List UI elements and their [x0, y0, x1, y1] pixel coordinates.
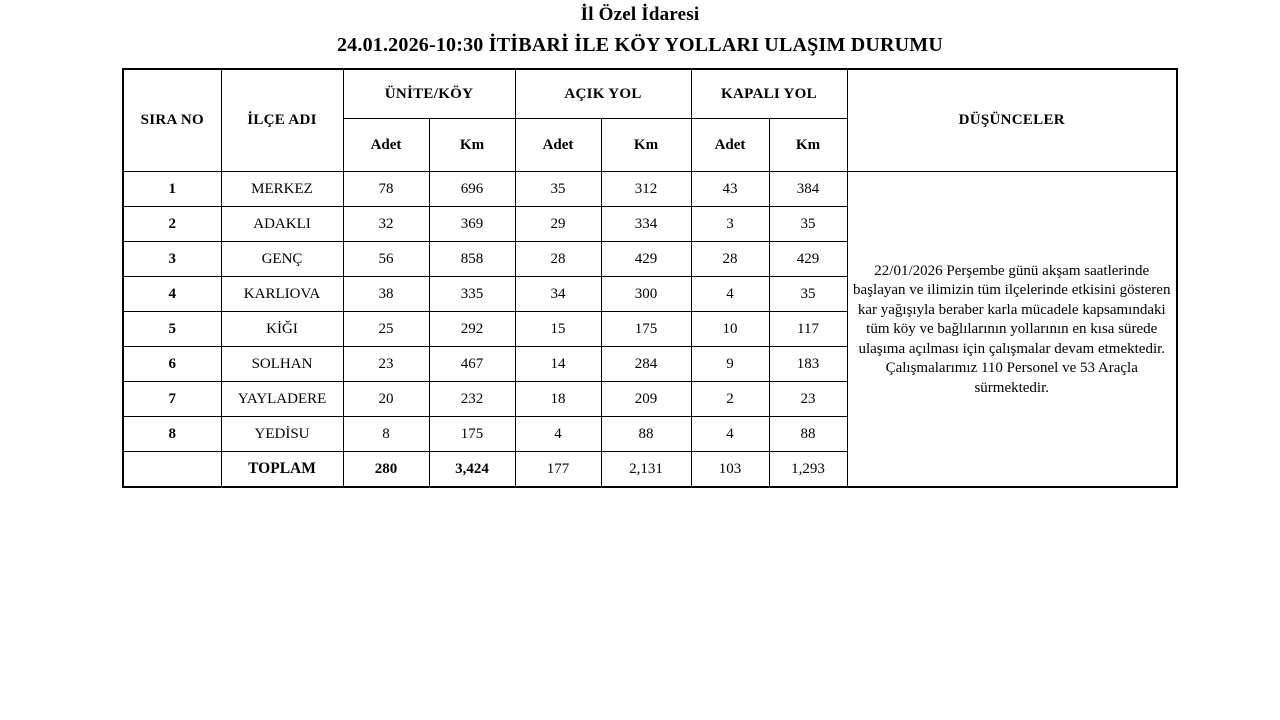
cell-acik-km: 312	[601, 172, 691, 207]
cell-sira-no: 2	[123, 207, 221, 242]
cell-unite-km: 369	[429, 207, 515, 242]
cell-acik-km: 88	[601, 417, 691, 452]
cell-dusunceler-notes	[847, 172, 1177, 488]
header-unite-koy: ÜNİTE/KÖY	[343, 69, 515, 119]
cell-total-acik-adet: 177	[515, 452, 601, 488]
cell-total-unite-km: 3,424	[429, 452, 515, 488]
header-acik-adet: Adet	[515, 119, 601, 172]
cell-unite-km: 292	[429, 312, 515, 347]
cell-acik-adet: 14	[515, 347, 601, 382]
cell-kapali-km: 429	[769, 242, 847, 277]
cell-sira-no: 5	[123, 312, 221, 347]
cell-unite-km: 696	[429, 172, 515, 207]
cell-acik-adet: 28	[515, 242, 601, 277]
cell-sira-no: 8	[123, 417, 221, 452]
header-unite-km: Km	[429, 119, 515, 172]
cell-total-kapali-km: 1,293	[769, 452, 847, 488]
cell-acik-adet: 4	[515, 417, 601, 452]
cell-kapali-km: 88	[769, 417, 847, 452]
cell-unite-adet: 78	[343, 172, 429, 207]
header-kapali-adet: Adet	[691, 119, 769, 172]
cell-unite-adet: 8	[343, 417, 429, 452]
header-acik-yol: AÇIK YOL	[515, 69, 691, 119]
cell-sira-no: 4	[123, 277, 221, 312]
table-row	[123, 172, 1177, 207]
cell-kapali-km: 35	[769, 207, 847, 242]
cell-acik-km: 209	[601, 382, 691, 417]
cell-acik-adet: 29	[515, 207, 601, 242]
cell-unite-km: 467	[429, 347, 515, 382]
cell-kapali-km: 384	[769, 172, 847, 207]
cell-sira-no: 3	[123, 242, 221, 277]
header-unite-adet: Adet	[343, 119, 429, 172]
cell-ilce-adi: SOLHAN	[221, 347, 343, 382]
header-dusunceler: DÜŞÜNCELER	[847, 69, 1177, 172]
cell-total-acik-km: 2,131	[601, 452, 691, 488]
cell-ilce-adi: YEDİSU	[221, 417, 343, 452]
cell-acik-adet: 34	[515, 277, 601, 312]
cell-sira-no: 6	[123, 347, 221, 382]
cell-unite-adet: 32	[343, 207, 429, 242]
table-head	[123, 69, 1177, 172]
cell-ilce-adi: MERKEZ	[221, 172, 343, 207]
cell-kapali-km: 117	[769, 312, 847, 347]
cell-total-kapali-adet: 103	[691, 452, 769, 488]
table-body	[123, 172, 1177, 488]
cell-acik-adet: 15	[515, 312, 601, 347]
cell-ilce-adi: ADAKLI	[221, 207, 343, 242]
cell-total-label: TOPLAM	[221, 452, 343, 488]
cell-sira-no: 1	[123, 172, 221, 207]
cell-kapali-adet: 43	[691, 172, 769, 207]
cell-unite-km: 232	[429, 382, 515, 417]
cell-kapali-adet: 10	[691, 312, 769, 347]
cell-kapali-adet: 3	[691, 207, 769, 242]
cell-acik-km: 429	[601, 242, 691, 277]
header-sira-no: SIRA NO	[123, 69, 221, 172]
report-table-wrapper	[122, 68, 1176, 488]
cell-acik-km: 175	[601, 312, 691, 347]
cell-kapali-adet: 4	[691, 277, 769, 312]
cell-acik-km: 300	[601, 277, 691, 312]
cell-unite-km: 335	[429, 277, 515, 312]
cell-ilce-adi: GENÇ	[221, 242, 343, 277]
cell-total-unite-adet: 280	[343, 452, 429, 488]
header-acik-km: Km	[601, 119, 691, 172]
cell-unite-adet: 20	[343, 382, 429, 417]
cell-kapali-km: 35	[769, 277, 847, 312]
cell-acik-adet: 35	[515, 172, 601, 207]
table-header-row-groups	[123, 69, 1177, 119]
cell-acik-adet: 18	[515, 382, 601, 417]
cell-unite-adet: 56	[343, 242, 429, 277]
header-kapali-km: Km	[769, 119, 847, 172]
cell-unite-adet: 25	[343, 312, 429, 347]
road-status-table	[122, 68, 1178, 488]
cell-total-sira-no	[123, 452, 221, 488]
page-title: İl Özel İdaresi	[580, 4, 700, 25]
cell-acik-km: 284	[601, 347, 691, 382]
cell-kapali-km: 183	[769, 347, 847, 382]
page-subtitle: 24.01.2026-10:30 İTİBARİ İLE KÖY YOLLARI ULAŞIM DURUMU	[336, 34, 944, 56]
cell-unite-km: 858	[429, 242, 515, 277]
cell-ilce-adi: YAYLADERE	[221, 382, 343, 417]
document-title-block	[0, 0, 1280, 60]
cell-kapali-adet: 4	[691, 417, 769, 452]
notes-text: 22/01/2026 Perşembe günü akşam saatlerinde başlayan ve ilimizin tüm ilçelerinde etkisini gösteren kar yağışıyla beraber karla mücadele kapsamındaki tüm köy ve bağlılarının yollarının en kısa sürede ulaşıma açılması için çalışmalar devam etmektedir. Çalışmalarımız 110 Personel ve 53 Araçla sürmektedir.	[853, 262, 1171, 396]
cell-ilce-adi: KİĞI	[221, 312, 343, 347]
cell-sira-no: 7	[123, 382, 221, 417]
cell-kapali-km: 23	[769, 382, 847, 417]
cell-kapali-adet: 28	[691, 242, 769, 277]
header-kapali-yol: KAPALI YOL	[691, 69, 847, 119]
cell-unite-km: 175	[429, 417, 515, 452]
header-ilce-adi: İLÇE ADI	[221, 69, 343, 172]
cell-kapali-adet: 9	[691, 347, 769, 382]
cell-ilce-adi: KARLIOVA	[221, 277, 343, 312]
cell-kapali-adet: 2	[691, 382, 769, 417]
cell-acik-km: 334	[601, 207, 691, 242]
cell-unite-adet: 38	[343, 277, 429, 312]
cell-unite-adet: 23	[343, 347, 429, 382]
